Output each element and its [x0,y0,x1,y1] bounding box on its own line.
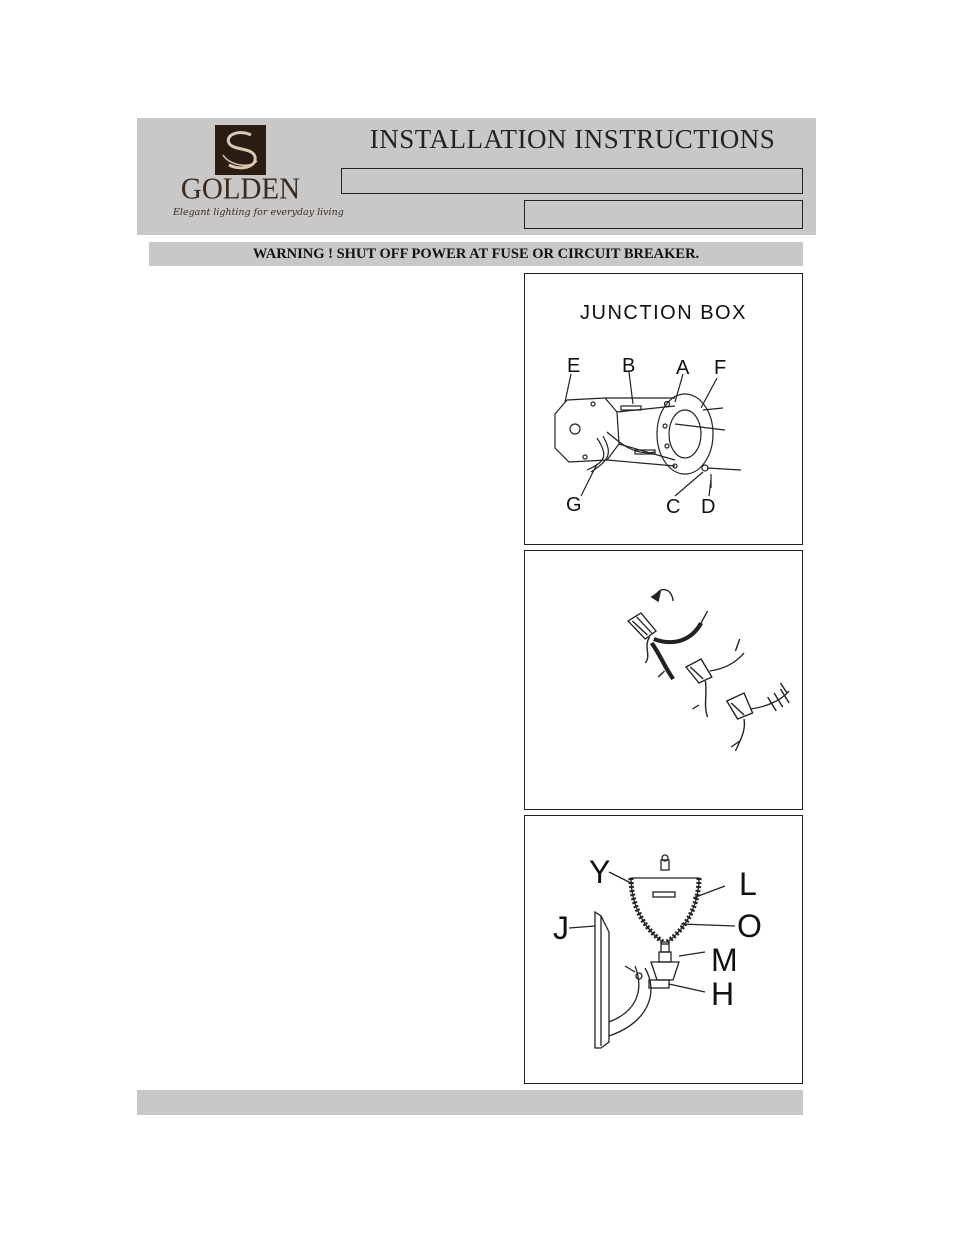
label-h: H [711,976,735,1012]
label-y: Y [589,854,611,890]
logo-tagline: Elegant lighting for everyday living [173,207,344,218]
junction-box-title: JUNCTION BOX [580,302,747,324]
model-name-field [341,168,803,194]
label-e: E [567,355,581,377]
fixture-assembly-diagram [525,816,802,1083]
wire-connection-diagram [525,551,802,809]
footer-bar [137,1090,803,1115]
label-o: O [737,908,762,944]
label-a: A [676,357,690,379]
wire-connection-figure [524,550,803,810]
label-g: G [566,494,582,516]
label-f: F [714,357,727,379]
fixture-assembly-figure [524,815,803,1084]
logo-mark-icon [215,125,266,175]
label-l: L [739,866,757,902]
logo-wordmark: GOLDEN [180,172,301,206]
page-title: INSTALLATION INSTRUCTIONS [369,124,776,154]
label-c: C [666,496,681,518]
label-b: B [622,355,636,377]
brand-logo [173,123,344,231]
model-number-field [524,200,803,229]
label-j: J [553,910,569,946]
label-m: M [711,942,738,978]
label-d: D [701,496,716,518]
junction-box-figure [524,273,803,545]
warning-banner: WARNING ! SHUT OFF POWER AT FUSE OR CIRCUIT BREAKER. [149,242,803,266]
